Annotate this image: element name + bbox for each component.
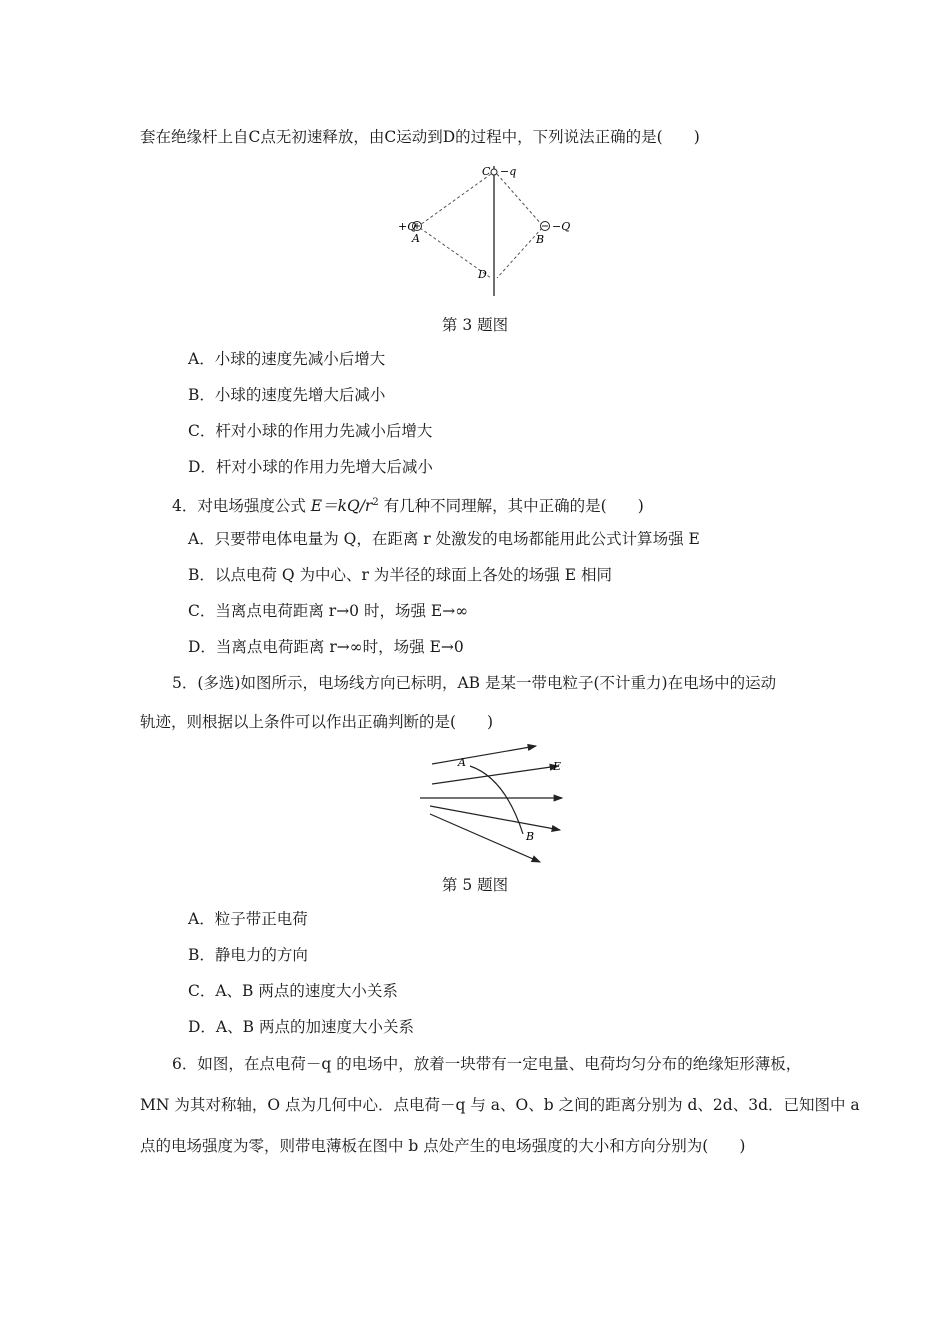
q5-figure [410,740,580,870]
q5-option-d: D．A、B 两点的加速度大小关系 [188,1018,414,1036]
q3-option-d: D．杆对小球的作用力先增大后减小 [188,458,433,476]
q5-stem-line1: 5．(多选)如图所示，电场线方向已标明，AB 是某一带电粒子(不计重力)在电场中的运动 [172,674,777,692]
ring-ball-C [491,169,497,175]
q5-option-b: B．静电力的方向 [188,946,308,964]
label-B: B [536,233,545,246]
label-E: E [553,760,562,773]
q3-caption: 第 3 题图 [441,316,509,334]
q4-formula-exponent: 2 [372,497,379,508]
label-B: B [526,830,535,843]
field-line-1 [432,746,536,764]
q6-line2: MN 为其对称轴，O 点为几何中心．点电荷－q 与 a、O、b 之间的距离分别为 d、2d、3d．已知图中 a [140,1096,860,1114]
q4-option-b: B．以点电荷 Q 为中心、r 为半径的球面上各处的场强 E 相同 [188,566,612,584]
field-line-2 [432,766,558,784]
label-D: D [478,268,487,281]
q6-line1: 6．如图，在点电荷－q 的电场中，放着一块带有一定电量、电荷均匀分布的绝缘矩形薄板， [172,1055,802,1073]
label-minus-q: −q [500,165,517,178]
q4-formula: E＝kQ/r [310,497,373,516]
q5-option-a: A．粒子带正电荷 [188,910,308,928]
label-C: C [482,165,491,178]
particle-trajectory [470,766,523,834]
label-A: A [458,756,466,769]
q4-option-d: D．当离点电荷距离 r→∞时，场强 E→0 [188,638,464,656]
label-plus-Q: +Q [398,220,417,233]
q5-stem-line2: 轨迹，则根据以上条件可以作出正确判断的是( ) [140,713,494,731]
q3-figure [398,158,580,300]
q3-option-a: A．小球的速度先减小后增大 [188,350,386,368]
dashed-edge-CA [420,174,491,225]
q3-option-c: C．杆对小球的作用力先减小后增大 [188,422,433,440]
q3-stem-tail: 套在绝缘杆上自C点无初速释放，由C运动到D的过程中，下列说法正确的是( ) [140,128,700,146]
q4-option-c: C．当离点电荷距离 r→0 时，场强 E→∞ [188,602,469,620]
label-minus-Q: −Q [552,220,571,233]
field-line-5 [430,814,540,862]
q4-stem-pre: 4．对电场强度公式 [172,497,311,516]
q4-stem-post: 有几种不同理解，其中正确的是( ) [378,497,644,516]
q6-line3: 点的电场强度为零，则带电薄板在图中 b 点处产生的电场强度的大小和方向分别为( ) [140,1137,746,1155]
q4-option-a: A．只要带电体电量为 Q，在距离 r 处激发的电场都能用此公式计算场强 E [188,530,700,548]
dashed-edge-CB [497,174,542,225]
q4-stem [172,492,644,517]
label-A: A [412,232,420,245]
q5-caption: 第 5 题图 [441,876,509,894]
q5-option-c: C．A、B 两点的速度大小关系 [188,982,398,1000]
q3-option-b: B．小球的速度先增大后减小 [188,386,386,404]
field-line-4 [430,806,560,830]
